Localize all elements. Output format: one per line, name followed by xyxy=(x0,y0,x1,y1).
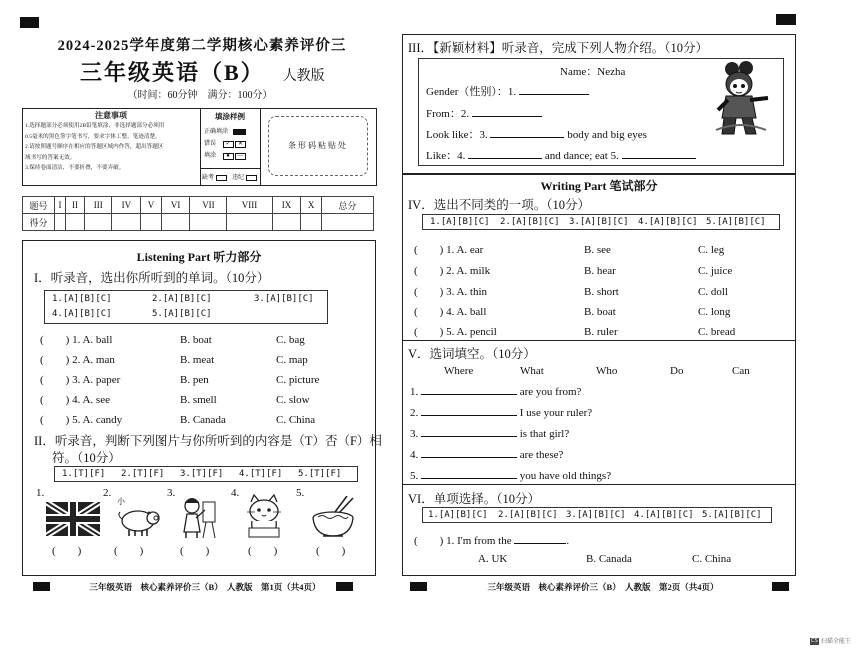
like-blank-5[interactable] xyxy=(622,158,696,159)
option-b: B. hear xyxy=(584,265,616,277)
option-b: B. Canada xyxy=(180,414,226,426)
fill-text: you have old things? xyxy=(519,470,612,482)
q2-heading-line2: 符。（10分） xyxy=(52,451,121,465)
look-blank[interactable] xyxy=(490,137,564,138)
left-footer: 三年级英语 核心素养评价三（B） 人教版 第1页（共4页） xyxy=(89,582,321,592)
question-stem: ( ) 1. A. ball xyxy=(40,334,113,346)
absent-box[interactable] xyxy=(216,175,227,181)
picture-number: 5. xyxy=(296,487,305,499)
question-stem: ( ) 1. A. ear xyxy=(414,244,484,256)
fill-text: are these? xyxy=(519,449,564,461)
registration-mark xyxy=(20,17,39,28)
option-b: B. smell xyxy=(180,394,217,406)
option-b: B. pen xyxy=(180,374,209,386)
fill-row xyxy=(410,449,563,461)
filled-box-icon xyxy=(233,129,246,135)
score-cell[interactable] xyxy=(190,214,227,231)
cs-logo-icon: CS xyxy=(811,638,818,644)
question-row xyxy=(414,532,569,548)
answer-paren[interactable]: ( ) xyxy=(316,545,346,557)
question-row xyxy=(40,391,310,407)
question-row xyxy=(414,323,735,339)
question-options xyxy=(478,553,731,565)
registration-mark xyxy=(776,14,796,25)
q6-heading: VI．单项选择。（10分） xyxy=(408,492,540,506)
score-cell[interactable] xyxy=(65,214,84,231)
profile-like xyxy=(426,147,696,163)
subject-title: 三年级英语（B） xyxy=(80,60,265,85)
option-c: C. picture xyxy=(276,374,320,386)
fill-example-title: 填涂样例 xyxy=(215,112,245,121)
question-stem: ( ) 5. A. candy xyxy=(40,414,123,426)
answer-option[interactable]: 1.[A][B][C] xyxy=(52,294,112,304)
answer-option[interactable]: 2.[A][B][C] xyxy=(500,217,560,227)
note-line: 域书写的答案无效。 xyxy=(25,154,76,161)
question-row xyxy=(414,262,732,278)
question-stem: ( ) 3. A. paper xyxy=(40,374,121,386)
answer-paren[interactable]: ( ) xyxy=(114,545,144,557)
score-header-cell: I xyxy=(55,197,66,214)
question-stem: ( ) 5. A. pencil xyxy=(414,326,497,338)
fill-wrong xyxy=(204,138,246,148)
dash-box-icon: — xyxy=(235,153,246,160)
violation-label: 违纪 xyxy=(232,175,245,181)
question-stem: ( ) 2. A. man xyxy=(40,354,115,366)
word-bank-item: Who xyxy=(596,365,618,377)
absent-label: 缺考 xyxy=(202,175,215,181)
fill-text: is that girl? xyxy=(519,428,570,440)
tf-option[interactable]: 4.[T][F] xyxy=(239,469,283,479)
fill-blank[interactable] xyxy=(421,394,517,395)
fill-num: 1. xyxy=(410,386,419,398)
answer-paren[interactable]: ( ) xyxy=(180,545,210,557)
score-cell[interactable] xyxy=(85,214,112,231)
tf-option[interactable]: 2.[T][F] xyxy=(121,469,165,479)
option-c: C. China xyxy=(692,553,732,565)
gender-label: Gender（性别）：1. xyxy=(426,86,517,98)
score-header-cell: III xyxy=(85,197,112,214)
score-table xyxy=(22,196,374,231)
score-header-cell: VIII xyxy=(227,197,272,214)
question-stem: ( ) 4. A. ball xyxy=(414,306,487,318)
edition-label: 人教版 xyxy=(282,69,325,84)
fill-num: 2. xyxy=(410,407,419,419)
listening-title: Listening Part 听力部分 xyxy=(136,250,262,264)
answer-option[interactable]: 1.[A][B][C] xyxy=(430,217,490,227)
question-row xyxy=(40,371,319,387)
fill-num: 3. xyxy=(410,428,419,440)
option-b: B. ruler xyxy=(584,326,618,338)
option-b: B. boat xyxy=(180,334,212,346)
score-cell[interactable] xyxy=(112,214,141,231)
profile-from xyxy=(426,105,542,121)
score-header-cell: VI xyxy=(161,197,190,214)
score-row-label: 得分 xyxy=(23,214,55,231)
registration-mark xyxy=(772,582,789,591)
option-c: C. leg xyxy=(698,244,725,256)
score-header-cell: II xyxy=(65,197,84,214)
q3-heading: III．【新颖材料】听录音，完成下列人物介绍。（10分） xyxy=(408,41,708,55)
question-row xyxy=(414,303,730,319)
answer-option[interactable]: 4.[A][B][C] xyxy=(638,217,698,227)
score-cell[interactable] xyxy=(227,214,272,231)
fill-blank[interactable] xyxy=(421,478,517,479)
option-b: B. Canada xyxy=(586,553,632,565)
cross-box-icon: ✕ xyxy=(235,141,246,148)
fill-correct-label: 正确填涂 xyxy=(204,129,229,135)
score-header-cell: IV xyxy=(112,197,141,214)
option-c: C. map xyxy=(276,354,308,366)
score-header-cell: V xyxy=(141,197,162,214)
answer-option[interactable]: 2.[A][B][C] xyxy=(152,294,212,304)
option-c: C. slow xyxy=(276,394,310,406)
answer-option[interactable]: 2.[A][B][C] xyxy=(498,510,558,520)
time-score: （时间：60分钟 满分：100分） xyxy=(127,90,273,101)
word-bank xyxy=(444,365,750,377)
option-b: B. boat xyxy=(584,306,616,318)
score-header-cell: IX xyxy=(272,197,301,214)
answer-option[interactable]: 3.[A][B][C] xyxy=(254,294,314,304)
fill-blank[interactable] xyxy=(421,457,517,458)
fill-blank[interactable] xyxy=(421,436,517,437)
look-suffix: body and big eyes xyxy=(567,129,647,141)
question-stem: ( ) 2. A. milk xyxy=(414,265,491,277)
score-header-cell: X xyxy=(301,197,322,214)
nezha-picture xyxy=(712,60,772,140)
fill-wrong-label: 错误 xyxy=(204,141,217,147)
note-line: 1.选择题部分必须使用2B铅笔填涂，非选择题部分必须用 xyxy=(25,123,165,129)
answer-option[interactable]: 3.[A][B][C] xyxy=(569,217,629,227)
q1-heading: I．听录音，选出你所听到的单词。（10分） xyxy=(34,271,270,285)
question-stem: ( ) 4. A. see xyxy=(40,394,110,406)
q2-heading-line1: II．听录音，判断下列图片与你所听到的内容是（T）否（F）相 xyxy=(34,434,382,448)
answer-option[interactable]: 5.[A][B][C] xyxy=(702,510,762,520)
answer-option[interactable]: 3.[A][B][C] xyxy=(566,510,626,520)
fill-row xyxy=(410,407,592,419)
option-b: B. short xyxy=(584,286,619,298)
pig-picture xyxy=(116,506,162,538)
fill-row xyxy=(410,386,581,398)
option-a: A. UK xyxy=(478,553,508,565)
question-blank[interactable] xyxy=(514,543,566,544)
picture-label: 小 xyxy=(117,497,125,506)
note-line: 3.保持卷面清洁，不要折叠，不要弄破。 xyxy=(25,165,125,171)
cat-picture xyxy=(243,494,285,538)
answer-paren[interactable]: ( ) xyxy=(248,545,278,557)
fill-row xyxy=(410,470,611,482)
q4-heading: IV．选出不同类的一项。（10分） xyxy=(408,198,590,212)
picture-number: 4. xyxy=(231,487,240,499)
noodles-picture xyxy=(309,496,357,540)
tf-option[interactable]: 5.[T][F] xyxy=(298,469,342,479)
answer-option[interactable]: 5.[A][B][C] xyxy=(152,309,212,319)
fill-text: are you from? xyxy=(519,386,582,398)
score-cell[interactable] xyxy=(272,214,301,231)
answer-paren[interactable]: ( ) xyxy=(52,545,82,557)
barcode-label: 条形码粘贴处 xyxy=(288,141,348,150)
registration-mark xyxy=(33,582,50,591)
registration-mark xyxy=(410,582,427,591)
fill-blank[interactable] xyxy=(421,415,517,416)
option-b: B. meat xyxy=(180,354,215,366)
tf-option[interactable]: 1.[T][F] xyxy=(62,469,106,479)
fill-correct xyxy=(204,126,246,135)
option-b: B. see xyxy=(584,244,611,256)
fill-num: 4. xyxy=(410,449,419,461)
score-cell[interactable] xyxy=(161,214,190,231)
fill-row xyxy=(410,428,569,440)
check-box-icon: ✓ xyxy=(223,141,234,148)
answer-option[interactable]: 1.[A][B][C] xyxy=(428,510,488,520)
profile-name: Name：Nezha xyxy=(560,66,626,78)
profile-gender xyxy=(426,83,589,99)
like-mid: and dance; eat 5. xyxy=(544,150,619,162)
score-cell[interactable] xyxy=(55,214,66,231)
like-label: Like：4. xyxy=(426,150,466,162)
picture-number: 1. xyxy=(36,487,45,499)
look-label: Look like：3. xyxy=(426,129,488,141)
absent-row xyxy=(202,172,257,181)
option-c: C. China xyxy=(276,414,316,426)
note-line: 2.请按照题号顺序在相应的答题区域内作答，超出答题区 xyxy=(25,144,164,150)
question-row xyxy=(414,241,724,257)
violation-box[interactable] xyxy=(246,175,257,181)
question-row xyxy=(414,283,728,299)
picture-number: 3. xyxy=(167,487,176,499)
like-blank-4[interactable] xyxy=(468,158,542,159)
answer-option[interactable]: 4.[A][B][C] xyxy=(634,510,694,520)
from-blank[interactable] xyxy=(472,116,542,117)
girl-painting-picture xyxy=(178,494,218,540)
question-row xyxy=(40,331,305,347)
option-c: C. doll xyxy=(698,286,728,298)
exam-title: 2024-2025学年度第二学期核心素养评价三 xyxy=(57,38,347,54)
option-c: C. juice xyxy=(698,265,733,277)
score-cell[interactable] xyxy=(141,214,162,231)
fill-num: 5. xyxy=(410,470,419,482)
question-row xyxy=(40,351,308,367)
watermark-text: 扫描全能王 xyxy=(820,638,851,645)
scanner-watermark xyxy=(810,636,851,645)
question-end: . xyxy=(566,535,570,547)
gender-blank[interactable] xyxy=(519,94,589,95)
fill-wrong2 xyxy=(204,150,246,160)
question-row xyxy=(40,411,315,427)
writing-title: Writing Part 笔试部分 xyxy=(540,179,658,193)
score-cell[interactable] xyxy=(321,214,373,231)
picture-number: 2. xyxy=(103,487,112,499)
note-line: 0.5毫米的黑色签字笔书写，要求字体工整，笔迹清楚。 xyxy=(25,133,161,140)
option-c: C. bread xyxy=(698,326,736,338)
word-bank-item: Do xyxy=(670,365,684,377)
from-label: From：2. xyxy=(426,108,470,120)
right-footer: 三年级英语 核心素养评价三（B） 人教版 第2页（共4页） xyxy=(487,582,719,592)
answer-option[interactable]: 4.[A][B][C] xyxy=(52,309,112,319)
word-bank-item: Where xyxy=(444,365,474,377)
question-stem: ( ) 3. A. thin xyxy=(414,286,488,298)
notes-list xyxy=(25,121,200,174)
option-c: C. long xyxy=(698,306,731,318)
score-header-cell: 总分 xyxy=(321,197,373,214)
score-cell[interactable] xyxy=(301,214,322,231)
word-bank-item: Can xyxy=(732,365,750,377)
tf-option[interactable]: 3.[T][F] xyxy=(180,469,224,479)
option-c: C. bag xyxy=(276,334,305,346)
fill-text: I use your ruler? xyxy=(519,407,593,419)
notes-title: 注意事项 xyxy=(95,111,127,120)
dot-box-icon: ● xyxy=(223,153,234,160)
question-stem: ( ) 1. I'm from the xyxy=(414,535,512,547)
exam-subtitle xyxy=(80,56,330,87)
uk-flag-picture xyxy=(46,502,100,536)
q5-heading: V．选词填空。（10分） xyxy=(408,347,536,361)
score-header-cell: VII xyxy=(190,197,227,214)
profile-look xyxy=(426,126,647,142)
word-bank-item: What xyxy=(520,365,544,377)
fill-wrong2-label: 填涂 xyxy=(204,153,217,159)
score-header-cell: 题号 xyxy=(23,197,55,214)
answer-option[interactable]: 5.[A][B][C] xyxy=(706,217,766,227)
